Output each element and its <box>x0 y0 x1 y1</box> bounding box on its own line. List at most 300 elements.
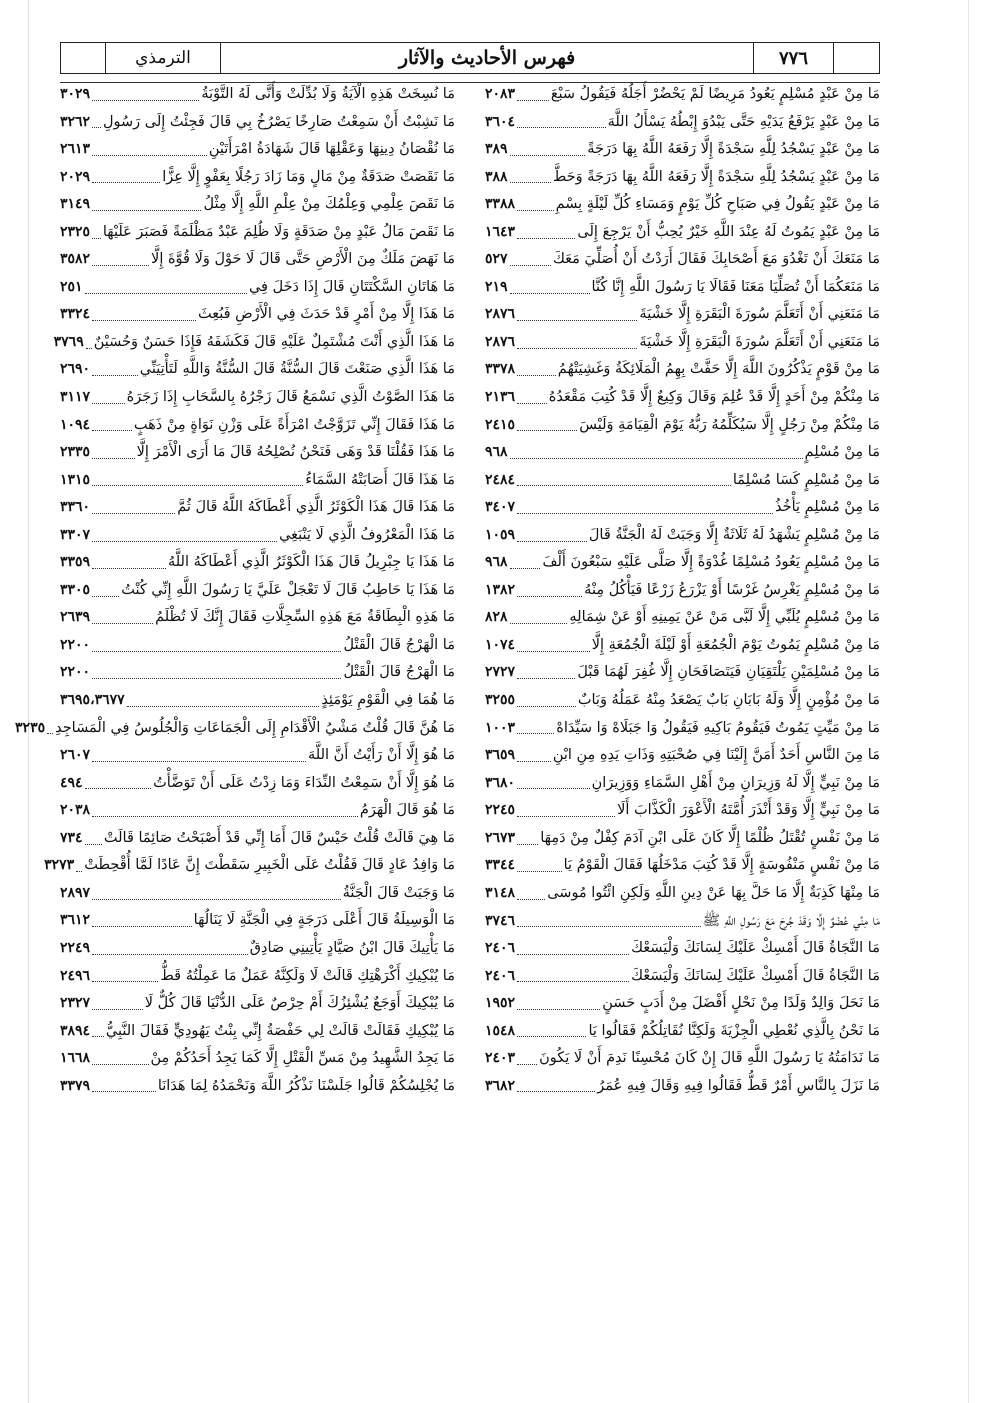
index-entry <box>60 361 455 389</box>
hadith-incipit: مَا الْوَسِيلَةُ قَالَ أَعْلَى دَرَجَةٍ فِي الْجَنَّةِ لَا يَنَالُهَا <box>193 912 455 929</box>
hadith-incipit: مَا هَذَا يَا حَاطِبُ قَالَ لَا تَعْجَلْ عَلَيَّ يَا رَسُولَ اللَّهِ إِنِّي كُنْتُ <box>121 581 455 598</box>
dot-leader <box>92 1035 104 1037</box>
index-entry <box>485 141 880 169</box>
scan-edge-left <box>28 0 29 1403</box>
hadith-number: ٢٢٤٩ <box>60 939 91 956</box>
index-title: فهرس الأحاديث والآثار <box>221 43 754 73</box>
hadith-incipit: مَا مِنْ مُسْلِمَيْنِ يَلْتَقِيَانِ فَيَتَصَافَحَانِ إِلَّا غُفِرَ لَهُمَا قَبْلَ <box>577 664 880 681</box>
hadith-number: ٢٤٠٦ <box>485 939 516 956</box>
hadith-number: ٢٢٤٥ <box>485 802 516 819</box>
hadith-number: ٢٤١٥ <box>485 416 516 433</box>
dot-leader <box>517 99 549 101</box>
hadith-incipit: مَا هَذَا الصَّوْتُ الَّذِي نَسْمَعُ قَالَ زَجْرُهُ بِالسَّحَابِ إِذَا زَجَرَهُ <box>126 389 455 406</box>
index-entry <box>485 720 880 748</box>
dot-leader <box>517 374 556 376</box>
dot-leader <box>92 760 306 762</box>
dot-leader <box>92 237 101 239</box>
hadith-incipit: مَا مِنْ عَبْدٍ يَسْجُدُ لِلَّهِ سَجْدَةً إِلَّا رَفَعَهُ اللَّهُ بِهَا دَرَجَةً <box>587 141 880 158</box>
hadith-incipit: مَا هَذَا الْمَعْرُوفُ الَّذِي لَا يَنْبَغِي <box>279 526 455 543</box>
hadith-number: ٣٢٣٥ <box>15 719 46 736</box>
hadith-number: ٣٦٨٢ <box>485 1077 516 1094</box>
hadith-number: ٣٣٦٠ <box>60 499 91 516</box>
index-entry <box>60 1023 455 1051</box>
hadith-number: ٢٤٩٦ <box>60 967 91 984</box>
dot-leader <box>92 622 153 624</box>
hadith-number: ٣٣٥٩ <box>60 554 91 571</box>
dot-leader <box>517 237 575 239</box>
dot-leader <box>510 567 541 569</box>
hadith-number: ٣٣٨٨ <box>485 196 516 213</box>
dot-leader <box>517 1035 586 1037</box>
hadith-incipit: مَا مِنْ مُؤْمِنٍ إِلَّا وَلَهُ بَابَانِ بَابٌ يَصْعَدُ مِنْهُ عَمَلُهُ وَبَابٌ <box>577 692 880 709</box>
page-header <box>60 42 880 74</box>
index-entry <box>485 417 880 445</box>
hadith-number: ٣٣٠٧ <box>60 526 91 543</box>
index-entry <box>60 968 455 996</box>
hadith-incipit: مَا مَنَعَنِي أَنْ أَتَعَلَّمَ سُورَةَ الْبَقَرَةِ إِلَّا خَشْيَةَ <box>639 333 880 350</box>
index-entry <box>485 306 880 334</box>
hadith-incipit: مَا مَنَعَنِي أَنْ أَتَعَلَّمَ سُورَةَ الْبَقَرَةِ إِلَّا خَشْيَةَ <box>639 306 880 323</box>
hadith-incipit: مَا مِنْ نَفْسٍ تُقْتَلُ ظُلْمًا إِلَّا كَانَ عَلَى ابْنِ آدَمَ كِفْلٌ مِنْ دَمِهَا <box>540 829 880 846</box>
dot-leader <box>517 787 590 789</box>
hadith-incipit: مَا مِنْ عَبْدٍ يَسْجُدُ لِلَّهِ سَجْدَةً إِلَّا رَفَعَهُ اللَّهُ بِهَا دَرَجَةً وَحَطَّ <box>552 168 880 185</box>
hadith-incipit: مَا هَذَا فَقُلْنَا قَدْ وَهَى فَنَحْنُ نُصْلِحُهُ قَالَ مَا أَرَى الْأَمْرَ إِلَّا <box>136 444 455 461</box>
index-entry <box>60 279 455 307</box>
hadith-incipit: مَا نَزَلَ بِالنَّاسِ أَمْرٌ قَطُّ فَقَالُوا فِيهِ وَقَالَ فِيهِ عُمَرُ <box>597 1077 880 1094</box>
hadith-number: ١٦٦٨ <box>60 1050 91 1067</box>
hadith-number: ٨٢٨ <box>485 609 508 626</box>
hadith-number: ٢٨٩٧ <box>60 884 91 901</box>
hadith-number: ٢٤٨٤ <box>485 471 516 488</box>
hadith-incipit: مَا هُوَ قَالَ الْهَرَمُ <box>359 802 455 819</box>
hadith-number: ٢٣٢٥ <box>60 223 91 240</box>
hadith-number: ٣٨٨ <box>485 168 508 185</box>
index-entry <box>60 114 455 142</box>
index-entry <box>60 940 455 968</box>
index-entry <box>485 885 880 913</box>
hadith-incipit: مَا هَذَا إِلَّا مِنْ أَمْرٍ قَدْ حَدَثَ فِي الْأَرْضِ فَبُعِثَ <box>197 306 455 323</box>
hadith-incipit: مَا مِنِّي عُضْوٌ إِلَّا وَقَدْ جُرِحَ مَعَ رَسُولِ اللَّهِ ﷺ <box>702 913 880 930</box>
dot-leader <box>517 898 545 900</box>
dot-leader <box>92 126 101 128</box>
dot-leader <box>92 264 149 266</box>
index-entry <box>485 554 880 582</box>
hadith-incipit: مَا هِيَ قَالَتْ قُلْتُ حَيْسٌ قَالَ أَمَا إِنِّي قَدْ أَصْبَحْتُ صَائِمًا قَالَتْ <box>103 829 455 846</box>
index-entry <box>485 361 880 389</box>
dot-leader <box>92 1008 143 1010</box>
index-entry <box>60 417 455 445</box>
hadith-incipit: مَا هُوَ إِلَّا أَنْ سَمِعْتُ النِّدَاءَ وَمَا زِدْتُ عَلَى أَنْ تَوَضَّأْتُ <box>153 774 455 791</box>
dot-leader <box>92 677 341 679</box>
hadith-incipit: مَا مِنْ مُسْلِمٍ يَشْهَدُ لَهُ ثَلَاثَةٌ إِلَّا وَجَبَتْ لَهُ الْجَنَّةُ قَالَ <box>588 526 880 543</box>
hadith-incipit: مَا وَجَبَتْ قَالَ الْجَنَّةُ <box>342 884 455 901</box>
dot-leader <box>517 429 577 431</box>
hadith-incipit: مَا مِنْ مُسْلِمٍ كَسَا مُسْلِمًا <box>732 471 880 488</box>
index-entry <box>485 830 880 858</box>
hadith-number: ٢٢٠٠ <box>60 636 91 653</box>
hadith-number: ١٦٤٣ <box>485 223 516 240</box>
hadith-number: ٢٣٣٥ <box>60 444 91 461</box>
scan-edge-right <box>968 0 969 1403</box>
hadith-number: ٣٦٩٥،٣٦٧٧ <box>60 692 125 709</box>
dot-leader <box>92 374 138 376</box>
index-entry <box>60 995 455 1023</box>
dot-leader <box>517 126 606 128</box>
hadith-incipit: مَا مِنْ مُسْلِمٍ يَعُودُ مُسْلِمًا غُدْوَةً إِلَّا صَلَّى عَلَيْهِ سَبْعُونَ أَلْفَ <box>542 554 880 571</box>
index-entry <box>60 637 455 665</box>
hadith-number: ٣٥٨٢ <box>60 251 91 268</box>
index-entry <box>485 912 880 940</box>
dot-leader <box>517 319 637 321</box>
index-entry <box>60 747 455 775</box>
dot-leader <box>517 925 701 927</box>
dot-leader <box>92 512 175 514</box>
hadith-incipit: مَا هَذَا الَّذِي صَنَعْتَ قَالَ السُّنَّةُ قَالَ السُّنَّةُ وَاللَّهِ لَتَأْتِيَنِّي <box>139 361 455 378</box>
index-entry <box>60 169 455 197</box>
index-entry <box>60 527 455 555</box>
hadith-incipit: مَا يُبْكِيكَ أَوَجَعٌ يُشْئِزُكَ أَمْ حِرْصٌ عَلَى الدُّنْيَا قَالَ كُلٌّ لَا <box>144 995 455 1012</box>
dot-leader <box>92 650 341 652</box>
hadith-number: ٢٢٠٠ <box>60 664 91 681</box>
hadith-incipit: مَا نَقَصَ عِلْمِي وَعِلْمُكَ مِنْ عِلْمِ اللَّهِ إِلَّا مِثْلُ <box>203 196 455 213</box>
hadith-incipit: مَا مِنَ النَّاسِ أَحَدٌ أَمَنَّ إِلَيْنَا فِي صُحْبَتِهِ وَذَاتِ يَدِهِ مِنِ ابْنِ <box>552 747 880 764</box>
index-entry <box>485 499 880 527</box>
index-entry <box>485 747 880 775</box>
left-column <box>15 86 455 1105</box>
dot-leader <box>92 1063 148 1065</box>
hadith-number: ٣٣٧٩ <box>60 1077 91 1094</box>
hadith-number: ٣٠٢٩ <box>60 86 91 102</box>
hadith-incipit: مَا مِنْ مُسْلِمٍ يَغْرِسُ غَرْسًا أَوْ يَزْرَعُ زَرْعًا فَيَأْكُلُ مِنْهُ <box>584 581 880 598</box>
index-entry <box>60 554 455 582</box>
index-entry <box>485 775 880 803</box>
hadith-incipit: مَا هُوَ إِلَّا أَنْ رَأَيْتُ أَنَّ اللَّهَ <box>308 747 455 764</box>
header-empty-cell-right <box>834 43 879 73</box>
dot-leader <box>92 457 135 459</box>
dot-leader <box>517 677 575 679</box>
hadith-incipit: مَا الْهَرْجُ قَالَ الْقَتْلُ <box>343 636 455 653</box>
dot-leader <box>92 980 158 982</box>
hadith-number: ٣٧٤٦ <box>485 913 516 930</box>
index-entry <box>60 1078 455 1106</box>
hadith-number: ٤٩٤ <box>60 774 83 791</box>
hadith-incipit: مَا مِنْ مُسْلِمٍ يَأْخُذُ <box>775 499 880 516</box>
dot-leader <box>517 705 576 707</box>
dot-leader <box>510 181 551 183</box>
dot-leader <box>517 484 731 486</box>
dot-leader <box>517 815 615 817</box>
dot-leader <box>517 980 629 982</box>
dot-leader <box>92 567 166 569</box>
dot-leader <box>92 429 132 431</box>
hadith-incipit: مَا مِنْكُمْ مِنْ أَحَدٍ إِلَّا قَدْ عُلِمَ وَقَالَ وَكِيعٌ إِلَّا قَدْ كُتِبَ مَقْعَدُهُ <box>548 389 880 406</box>
hadith-incipit: مَا يَأْتِيكَ قَالَ ابْنُ صَيَّادٍ يَأْتِينِي صَادِقٌ <box>249 939 455 956</box>
index-entry <box>485 169 880 197</box>
dot-leader <box>92 402 125 404</box>
hadith-incipit: مَا مِنْ نَفْسٍ مَنْفُوسَةٍ إِلَّا قَدْ كُتِبَ مَدْخَلُهَا فَقَالَ الْقَوْمُ يَا <box>563 857 880 874</box>
dot-leader <box>85 787 152 789</box>
dot-leader <box>510 622 568 624</box>
hadith-number: ٣٣٠٥ <box>60 581 91 598</box>
index-entry <box>485 1050 880 1078</box>
right-column <box>485 86 880 1105</box>
index-entry <box>60 306 455 334</box>
index-entry <box>485 802 880 830</box>
dot-leader <box>517 732 554 734</box>
index-entry <box>485 527 880 555</box>
hadith-number: ١٩٥٢ <box>485 995 516 1012</box>
dot-leader <box>517 595 582 597</box>
hadith-incipit: مَا مِنْ قَوْمٍ يَذْكُرُونَ اللَّهَ إِلَّا حَفَّتْ بِهِمُ الْمَلَائِكَةُ وَغَشِيَتْهُمُ <box>557 361 880 378</box>
index-entry <box>485 664 880 692</box>
hadith-incipit: مَا مَنَعَكُمَا أَنْ تُصَلِّيَا مَعَنَا فَقَالَا يَا رَسُولَ اللَّهِ إِنَّا كُنَّا <box>591 278 880 295</box>
index-entry <box>60 141 455 169</box>
index-entry <box>60 609 455 637</box>
dot-leader <box>510 292 590 294</box>
hadith-number: ١٣٨٢ <box>485 581 516 598</box>
hadith-incipit: مَا يُجْلِسُكُمْ قَالُوا جَلَسْنَا نَذْكُرُ اللَّهَ وَنَحْمَدُهُ لِمَا هَدَانَا <box>157 1077 455 1094</box>
dot-leader <box>517 512 773 514</box>
dot-leader <box>76 870 82 872</box>
hadith-number: ٢٦٠٧ <box>60 747 91 764</box>
hadith-incipit: مَا مِنْ مُسْلِمٍ يَمُوتُ يَوْمَ الْجُمُعَةِ أَوْ لَيْلَةَ الْجُمُعَةِ إِلَّا <box>591 636 880 653</box>
index-entry <box>60 251 455 279</box>
hadith-number: ٣٨٩٤ <box>60 1022 91 1039</box>
dot-leader <box>517 650 590 652</box>
hadith-number: ٢٨٧٦ <box>485 306 516 323</box>
dot-leader <box>85 292 247 294</box>
hadith-incipit: مَا هَذَا قَالَ هَذَا الْكَوْثَرُ الَّذِي أَعْطَاكَهُ اللَّهُ قَالَ ثُمَّ <box>177 499 455 516</box>
hadith-incipit: مَا مِنْ نَبِيٍّ إِلَّا وَقَدْ أَنْذَرَ أُمَّتَهُ الْأَعْوَرَ الْكَذَّابَ أَلَا <box>617 802 880 819</box>
hadith-number: ٣٦٠٤ <box>485 113 516 130</box>
dot-leader <box>517 347 637 349</box>
hadith-incipit: مَا نُقْصَانُ دِينِهَا وَعَقْلِهَا قَالَ شَهَادَةُ امْرَأَتَيْنِ <box>208 141 455 158</box>
dot-leader <box>517 843 538 845</box>
hadith-incipit: مَا نَحْنُ بِالَّذِي نُعْطِي الْجِزْيَةَ وَلَكِنَّا نُقَاتِلُكُمْ فَقَالُوا يَا <box>588 1022 880 1039</box>
hadith-number: ٣٣٢٤ <box>60 306 91 323</box>
dot-leader <box>517 760 551 762</box>
hadith-incipit: مَا نَحَلَ وَالِدٌ وَلَدًا مِنْ نَحْلٍ أَفْضَلَ مِنْ أَدَبٍ حَسَنٍ <box>602 995 880 1012</box>
hadith-number: ٢٦٧٣ <box>485 829 516 846</box>
hadith-incipit: مَا نَهَضَ مَلَكٌ مِنَ الْأَرْضِ حَتَّى قَالَ لَا حَوْلَ وَلَا قُوَّةَ إِلَّا <box>151 251 455 268</box>
hadith-number: ٢٦٣٩ <box>60 609 91 626</box>
hadith-incipit: مَا نَشِبْتُ أَنْ سَمِعْتُ صَارِخًا يَصْرُخُ بِي قَالَ فَجِئْتُ إِلَى رَسُولِ <box>102 113 455 130</box>
hadith-number: ٢٤٠٣ <box>485 1050 516 1067</box>
index-entry <box>60 86 455 114</box>
page-number: ٧٧٦ <box>754 43 834 73</box>
index-entry <box>485 582 880 610</box>
hadith-incipit: مَا يُبْكِيكِ أَكْرَهْتِكِ قَالَتْ لَا وَلَكِنَّهُ عَمَلٌ مَا عَمِلْتُهُ قَطُّ <box>160 967 455 984</box>
hadith-incipit: مَا مِنْ مُسْلِمٍ <box>804 444 880 461</box>
hadith-incipit: مَا هَذِهِ الْبِطَاقَةُ مَعَ هَذِهِ السِّجِلَّاتِ فَقَالَ إِنَّكَ لَا تُظْلَمُ <box>155 609 455 626</box>
index-entry <box>485 857 880 885</box>
index-entry <box>485 1023 880 1051</box>
hadith-number: ٢١٩ <box>485 278 508 295</box>
index-entry <box>485 444 880 472</box>
hadith-number: ٧٣٤ <box>60 829 83 846</box>
hadith-number: ٣٤٠٧ <box>485 499 516 516</box>
hadith-number: ١٣١٥ <box>60 471 91 488</box>
dot-leader <box>92 540 277 542</box>
dot-leader <box>92 595 119 597</box>
hadith-incipit: مَا مِنْكُمْ مِنْ رَجُلٍ إِلَّا سَيُكَلِّمُهُ رَبُّهُ يَوْمَ الْقِيَامَةِ وَلَيْسَ <box>579 416 880 433</box>
index-entry <box>60 1050 455 1078</box>
hadith-incipit: مَا مِنْهَا كَذِبَةٌ إِلَّا مَا حَلَّ بِهَا عَنْ دِينِ اللَّهِ وَلَكِنِ ائْتُوا مُوسَى <box>547 884 880 901</box>
index-entry <box>44 857 455 885</box>
hadith-number: ١٠٧٤ <box>485 636 516 653</box>
index-entry <box>485 251 880 279</box>
hadith-number: ٣٢٧٣ <box>44 857 75 874</box>
dot-leader <box>92 925 192 927</box>
index-entry <box>485 609 880 637</box>
index-entry <box>485 86 880 114</box>
index-entry <box>485 968 880 996</box>
hadith-incipit: مَا مِنْ عَبْدٍ يَرْفَعُ يَدَيْهِ حَتَّى يَبْدُوَ إِبْطُهُ يَسْأَلُ اللَّهَ <box>607 113 880 130</box>
hadith-number: ٣٢٥٥ <box>485 692 516 709</box>
dot-leader <box>47 732 53 734</box>
dot-leader <box>92 484 303 486</box>
hadith-number: ١٠٥٩ <box>485 526 516 543</box>
hadith-number: ٣٦٥٩ <box>485 747 516 764</box>
hadith-number: ٢٧٢٧ <box>485 664 516 681</box>
hadith-number: ١٠٠٣ <box>485 719 516 736</box>
index-entry <box>60 692 455 720</box>
hadith-number: ٢٠٢٩ <box>60 168 91 185</box>
hadith-incipit: مَا الْهَرْجُ قَالَ الْقَتْلُ <box>343 664 455 681</box>
dot-leader <box>127 705 320 707</box>
index-entry <box>485 1078 880 1106</box>
hadith-incipit: مَا مِنْ مَيِّتٍ يَمُوتُ فَيَقُومُ بَاكِيهِ فَيَقُولُ وَا جَبَلَاهْ وَا سَيِّدَاهْ <box>556 719 880 736</box>
dot-leader <box>85 843 102 845</box>
hadith-number: ٣٣٤٤ <box>485 857 516 874</box>
hadith-number: ٢٥١ <box>60 278 83 295</box>
index-entry <box>15 719 455 748</box>
index-entry <box>485 196 880 224</box>
hadith-incipit: مَا وَافِدُ عَادٍ قَالَ فَقُلْتُ عَلَى الْخَبِيرِ سَقَطْتَ إِنَّ عَادًا لَمَّا أُقْحِطَتْ <box>84 857 455 874</box>
index-entry <box>60 885 455 913</box>
index-entry <box>485 334 880 362</box>
dot-leader <box>92 953 248 955</box>
index-entry <box>485 389 880 417</box>
hadith-number: ٥٢٧ <box>485 251 508 268</box>
header-empty-cell-left <box>61 43 106 73</box>
hadith-number: ٣٢٦٢ <box>60 113 91 130</box>
hadith-incipit: مَا نَدَامَتُهُ يَا رَسُولَ اللَّهِ قَالَ إِنْ كَانَ مُحْسِنًا نَدِمَ أَنْ لَا يَكُونَ <box>539 1050 880 1067</box>
dot-leader <box>517 1063 537 1065</box>
hadith-number: ٣٣٧٨ <box>485 361 516 378</box>
index-entry <box>60 582 455 610</box>
hadith-number: ٣١١٧ <box>60 389 91 406</box>
hadith-incipit: مَا نَقَصَتْ صَدَقَةٌ مِنْ مَالٍ وَمَا زَادَ رَجُلًا بِعَفْوٍ إِلَّا عِزًّا <box>162 168 455 185</box>
index-entry <box>60 224 455 252</box>
index-entry <box>60 444 455 472</box>
dot-leader <box>510 457 803 459</box>
index-entry <box>60 802 455 830</box>
dot-leader <box>92 209 201 211</box>
hadith-number: ٢٣٢٧ <box>60 995 91 1012</box>
index-entry <box>485 692 880 720</box>
index-entry <box>60 472 455 500</box>
hadith-number: ٣٧٦٩ <box>53 333 84 350</box>
dot-leader <box>92 154 207 156</box>
index-entry <box>60 389 455 417</box>
hadith-incipit: مَا مِنْ عَبْدٍ مُسْلِمٍ يَعُودُ مَرِيضًا لَمْ يَحْضُرْ أَجَلُهُ فَيَقُولُ سَبْعَ <box>550 86 880 102</box>
dot-leader <box>510 264 551 266</box>
index-entry <box>485 995 880 1023</box>
hadith-number: ٢٠٨٣ <box>485 86 516 102</box>
dot-leader <box>517 540 587 542</box>
dot-leader <box>92 181 160 183</box>
dot-leader <box>92 1090 156 1092</box>
hadith-incipit: مَا النَّجَاةُ قَالَ أَمْسِكْ عَلَيْكَ لِسَانَكَ وَلْيَسَعْكَ <box>631 967 880 984</box>
hadith-incipit: مَا نَقَصَ مَالُ عَبْدٍ مِنْ صَدَقَةٍ وَلَا ظُلِمَ عَبْدٌ مَظْلَمَةً فَصَبَرَ عَلَيْهَا <box>102 223 455 240</box>
dot-leader <box>517 870 562 872</box>
index-entry <box>53 333 455 362</box>
hadith-number: ١٥٤٨ <box>485 1022 516 1039</box>
hadith-incipit: مَا مِنْ عَبْدٍ يَمُوتُ لَهُ عِنْدَ اللَّهِ خَيْرٌ يُحِبُّ أَنْ يَرْجِعَ إِلَى <box>577 223 880 240</box>
hadith-incipit: مَا هَذَا قَالَ أَصَابَتْهُ السَّمَاءُ <box>305 471 455 488</box>
index-entry <box>485 114 880 142</box>
hadith-number: ٣١٤٩ <box>60 196 91 213</box>
index-entry <box>485 224 880 252</box>
hadith-incipit: مَا نُسِخَتْ هَذِهِ الْآيَةُ وَلَا بُدِّلَتْ وَأَنَّى لَهُ التَّوْبَةُ <box>201 86 455 102</box>
hadith-number: ٣١٤٨ <box>485 884 516 901</box>
index-entry <box>60 499 455 527</box>
index-entry <box>485 279 880 307</box>
index-entry <box>485 472 880 500</box>
dot-leader <box>92 815 358 817</box>
hadith-number: ٢٦١٣ <box>60 141 91 158</box>
index-columns <box>15 86 880 1105</box>
hadith-number: ٣٨٩ <box>485 141 508 158</box>
dot-leader <box>517 953 629 955</box>
hadith-number: ١٠٩٤ <box>60 416 91 433</box>
hadith-incipit: مَا يَجِدُ الشَّهِيدُ مِنْ مَسِّ الْقَتْلِ إِلَّا كَمَا يَجِدُ أَحَدُكُمْ مِنْ <box>150 1050 455 1067</box>
dot-leader <box>510 154 586 156</box>
hadith-number: ٩٦٨ <box>485 554 508 571</box>
hadith-incipit: مَا هُمَا فِي الْقَوْمِ يَوْمَئِذٍ <box>321 692 455 709</box>
index-entry <box>60 196 455 224</box>
dot-leader <box>92 99 199 101</box>
hadith-number: ٢٠٣٨ <box>60 802 91 819</box>
hadith-number: ٢٦٩٠ <box>60 361 91 378</box>
index-entry <box>60 830 455 858</box>
book-name: الترمذي <box>106 43 221 73</box>
dot-leader <box>92 319 196 321</box>
hadith-number: ٩٦٨ <box>485 444 508 461</box>
hadith-incipit: مَا هُنَّ قَالَ قُلْتُ مَشْيُ الْأَقْدَامِ إِلَى الْجَمَاعَاتِ وَالْجُلُوسُ فِي الْمَسَاجِدِ <box>55 719 455 736</box>
index-entry <box>60 912 455 940</box>
hadith-number: ٢١٣٦ <box>485 389 516 406</box>
hadith-incipit: مَا يُبْكِيكِ فَقَالَتْ قَالَتْ لِي حَفْصَةُ إِنِّي بِنْتُ يَهُودِيٍّ فَقَالَ النَّبِيُّ <box>105 1022 455 1039</box>
header-rule <box>60 82 880 83</box>
index-entry <box>60 664 455 692</box>
hadith-incipit: مَا هَذَا الَّذِي أَنْتَ مُشْتَمِلٌ عَلَيْهِ قَالَ فَكَشَفَهُ فَإِذَا حَسَنٌ وَحُسَيْنٌ <box>93 333 455 350</box>
dot-leader <box>86 347 92 349</box>
dot-leader <box>517 402 547 404</box>
hadith-incipit: مَا مِنْ نَبِيٍّ إِلَّا لَهُ وَزِيرَانِ مِنْ أَهْلِ السَّمَاءِ وَوَزِيرَانِ <box>591 774 880 791</box>
dot-leader <box>517 1090 595 1092</box>
index-entry <box>60 775 455 803</box>
dot-leader <box>92 898 340 900</box>
index-entry <box>485 637 880 665</box>
hadith-number: ٢٨٧٦ <box>485 333 516 350</box>
hadith-incipit: مَا النَّجَاةُ قَالَ أَمْسِكْ عَلَيْكَ لِسَانَكَ وَلْيَسَعْكَ <box>631 939 880 956</box>
hadith-number: ٢٤٠٦ <box>485 967 516 984</box>
hadith-incipit: مَا هَذَا يَا جِبْرِيلُ قَالَ هَذَا الْكَوْثَرُ الَّذِي أَعْطَاكَهُ اللَّهُ <box>167 554 455 571</box>
hadith-incipit: مَا مِنْ مُسْلِمٍ يُلَبِّي إِلَّا لَبَّى مَنْ عَنْ يَمِينِهِ أَوْ عَنْ شِمَالِهِ <box>569 609 880 626</box>
hadith-number: ٣٦٨٠ <box>485 774 516 791</box>
